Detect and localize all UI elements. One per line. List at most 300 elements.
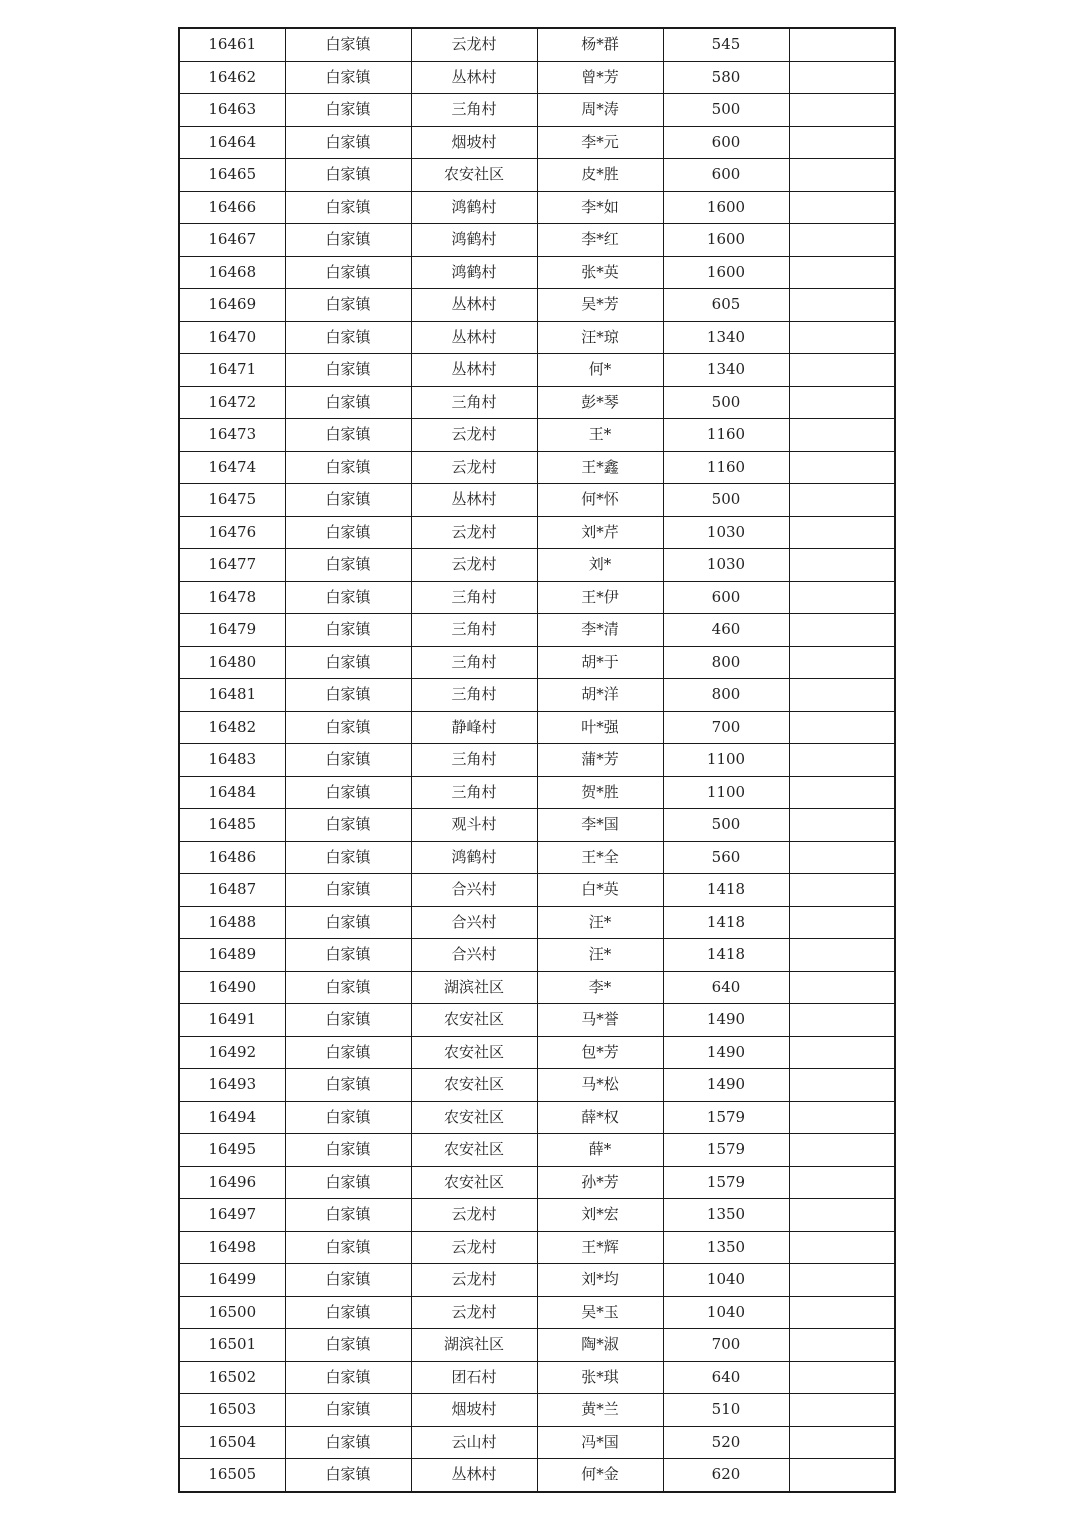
cell-village: 农安社区 — [411, 1069, 537, 1102]
cell-village: 云龙村 — [411, 516, 537, 549]
cell-amount: 800 — [663, 679, 789, 712]
cell-name: 王*鑫 — [537, 451, 663, 484]
cell-name: 冯*国 — [537, 1426, 663, 1459]
roster-table — [178, 27, 896, 1493]
cell-village: 云龙村 — [411, 549, 537, 582]
table-row — [179, 94, 895, 127]
cell-town: 白家镇 — [285, 1426, 411, 1459]
cell-name: 王* — [537, 419, 663, 452]
cell-name: 马*誉 — [537, 1004, 663, 1037]
cell-serial-number: 16502 — [179, 1361, 285, 1394]
table-row — [179, 646, 895, 679]
cell-amount: 460 — [663, 614, 789, 647]
cell-amount: 1030 — [663, 516, 789, 549]
cell-amount: 1100 — [663, 776, 789, 809]
cell-serial-number: 16503 — [179, 1394, 285, 1427]
cell-serial-number: 16475 — [179, 484, 285, 517]
cell-amount: 600 — [663, 126, 789, 159]
cell-amount: 700 — [663, 711, 789, 744]
cell-serial-number: 16498 — [179, 1231, 285, 1264]
cell-amount: 1040 — [663, 1264, 789, 1297]
cell-amount: 1600 — [663, 191, 789, 224]
table-row — [179, 386, 895, 419]
cell-name: 刘*均 — [537, 1264, 663, 1297]
cell-serial-number: 16487 — [179, 874, 285, 907]
cell-town: 白家镇 — [285, 711, 411, 744]
cell-serial-number: 16483 — [179, 744, 285, 777]
cell-serial-number: 16464 — [179, 126, 285, 159]
cell-town: 白家镇 — [285, 971, 411, 1004]
cell-serial-number: 16472 — [179, 386, 285, 419]
cell-serial-number: 16481 — [179, 679, 285, 712]
cell-amount: 1040 — [663, 1296, 789, 1329]
cell-name: 何*金 — [537, 1459, 663, 1492]
cell-village: 三角村 — [411, 94, 537, 127]
cell-name: 李* — [537, 971, 663, 1004]
cell-town: 白家镇 — [285, 321, 411, 354]
cell-village: 观斗村 — [411, 809, 537, 842]
cell-serial-number: 16465 — [179, 159, 285, 192]
cell-serial-number: 16478 — [179, 581, 285, 614]
table-row — [179, 419, 895, 452]
cell-village: 丛林村 — [411, 321, 537, 354]
cell-village: 静峰村 — [411, 711, 537, 744]
cell-village: 云龙村 — [411, 1296, 537, 1329]
cell-name: 李*清 — [537, 614, 663, 647]
cell-note — [789, 191, 895, 224]
cell-amount: 520 — [663, 1426, 789, 1459]
cell-name: 王*辉 — [537, 1231, 663, 1264]
cell-note — [789, 614, 895, 647]
cell-name: 蒲*芳 — [537, 744, 663, 777]
cell-town: 白家镇 — [285, 646, 411, 679]
cell-name: 包*芳 — [537, 1036, 663, 1069]
cell-village: 丛林村 — [411, 354, 537, 387]
cell-village: 团石村 — [411, 1361, 537, 1394]
cell-serial-number: 16491 — [179, 1004, 285, 1037]
cell-name: 贺*胜 — [537, 776, 663, 809]
table-row — [179, 1166, 895, 1199]
table-row — [179, 874, 895, 907]
table-row — [179, 1361, 895, 1394]
cell-amount: 1490 — [663, 1036, 789, 1069]
table-row — [179, 1264, 895, 1297]
cell-town: 白家镇 — [285, 1296, 411, 1329]
cell-amount: 1160 — [663, 419, 789, 452]
cell-amount: 605 — [663, 289, 789, 322]
table-row — [179, 841, 895, 874]
cell-town: 白家镇 — [285, 126, 411, 159]
cell-village: 合兴村 — [411, 874, 537, 907]
cell-town: 白家镇 — [285, 516, 411, 549]
cell-village: 云龙村 — [411, 28, 537, 61]
cell-name: 张*琪 — [537, 1361, 663, 1394]
cell-town: 白家镇 — [285, 451, 411, 484]
table-row — [179, 809, 895, 842]
cell-village: 鸿鹤村 — [411, 191, 537, 224]
table-row — [179, 1459, 895, 1492]
cell-serial-number: 16490 — [179, 971, 285, 1004]
cell-amount: 1600 — [663, 256, 789, 289]
cell-village: 三角村 — [411, 581, 537, 614]
cell-town: 白家镇 — [285, 1134, 411, 1167]
cell-name: 刘* — [537, 549, 663, 582]
cell-serial-number: 16489 — [179, 939, 285, 972]
cell-name: 王*伊 — [537, 581, 663, 614]
cell-serial-number: 16476 — [179, 516, 285, 549]
cell-name: 汪*琼 — [537, 321, 663, 354]
cell-note — [789, 711, 895, 744]
table-row — [179, 1036, 895, 1069]
cell-town: 白家镇 — [285, 614, 411, 647]
cell-town: 白家镇 — [285, 939, 411, 972]
cell-note — [789, 419, 895, 452]
cell-town: 白家镇 — [285, 1036, 411, 1069]
cell-amount: 1418 — [663, 906, 789, 939]
cell-note — [789, 679, 895, 712]
cell-name: 白*英 — [537, 874, 663, 907]
cell-amount: 1579 — [663, 1134, 789, 1167]
table-row — [179, 711, 895, 744]
cell-town: 白家镇 — [285, 744, 411, 777]
cell-town: 白家镇 — [285, 809, 411, 842]
cell-amount: 500 — [663, 484, 789, 517]
table-row — [179, 1329, 895, 1362]
cell-note — [789, 256, 895, 289]
cell-note — [789, 1036, 895, 1069]
cell-amount: 1490 — [663, 1069, 789, 1102]
cell-village: 云龙村 — [411, 1231, 537, 1264]
cell-note — [789, 874, 895, 907]
cell-town: 白家镇 — [285, 1101, 411, 1134]
table-row — [179, 484, 895, 517]
cell-village: 云龙村 — [411, 1199, 537, 1232]
cell-name: 黄*兰 — [537, 1394, 663, 1427]
cell-village: 三角村 — [411, 776, 537, 809]
cell-note — [789, 809, 895, 842]
table-row — [179, 1296, 895, 1329]
cell-amount: 1418 — [663, 939, 789, 972]
cell-name: 刘*宏 — [537, 1199, 663, 1232]
cell-town: 白家镇 — [285, 28, 411, 61]
cell-town: 白家镇 — [285, 906, 411, 939]
cell-village: 合兴村 — [411, 939, 537, 972]
cell-amount: 500 — [663, 386, 789, 419]
cell-note — [789, 289, 895, 322]
cell-serial-number: 16461 — [179, 28, 285, 61]
cell-town: 白家镇 — [285, 419, 411, 452]
cell-note — [789, 1361, 895, 1394]
table-row — [179, 126, 895, 159]
cell-serial-number: 16504 — [179, 1426, 285, 1459]
cell-serial-number: 16479 — [179, 614, 285, 647]
cell-town: 白家镇 — [285, 1231, 411, 1264]
cell-village: 丛林村 — [411, 61, 537, 94]
cell-town: 白家镇 — [285, 1069, 411, 1102]
cell-village: 云山村 — [411, 1426, 537, 1459]
cell-note — [789, 1426, 895, 1459]
table-row — [179, 61, 895, 94]
cell-note — [789, 1199, 895, 1232]
cell-note — [789, 1004, 895, 1037]
cell-amount: 500 — [663, 809, 789, 842]
cell-name: 李*红 — [537, 224, 663, 257]
cell-village: 三角村 — [411, 646, 537, 679]
table-row — [179, 971, 895, 1004]
table-row — [179, 256, 895, 289]
cell-town: 白家镇 — [285, 776, 411, 809]
table-row — [179, 939, 895, 972]
cell-village: 丛林村 — [411, 484, 537, 517]
cell-town: 白家镇 — [285, 549, 411, 582]
cell-name: 李*元 — [537, 126, 663, 159]
cell-town: 白家镇 — [285, 289, 411, 322]
cell-village: 丛林村 — [411, 1459, 537, 1492]
cell-village: 农安社区 — [411, 1036, 537, 1069]
cell-amount: 1579 — [663, 1101, 789, 1134]
cell-note — [789, 1296, 895, 1329]
cell-name: 李*国 — [537, 809, 663, 842]
cell-amount: 500 — [663, 94, 789, 127]
cell-town: 白家镇 — [285, 1361, 411, 1394]
cell-town: 白家镇 — [285, 841, 411, 874]
cell-amount: 1030 — [663, 549, 789, 582]
table-row — [179, 1004, 895, 1037]
table-row — [179, 744, 895, 777]
table-row — [179, 1101, 895, 1134]
cell-village: 合兴村 — [411, 906, 537, 939]
table-row — [179, 354, 895, 387]
cell-town: 白家镇 — [285, 1394, 411, 1427]
cell-town: 白家镇 — [285, 191, 411, 224]
cell-note — [789, 28, 895, 61]
cell-village: 烟坡村 — [411, 1394, 537, 1427]
cell-serial-number: 16467 — [179, 224, 285, 257]
cell-village: 湖滨社区 — [411, 971, 537, 1004]
cell-note — [789, 841, 895, 874]
cell-note — [789, 1459, 895, 1492]
table-row — [179, 1426, 895, 1459]
table-row — [179, 906, 895, 939]
cell-town: 白家镇 — [285, 1264, 411, 1297]
cell-serial-number: 16494 — [179, 1101, 285, 1134]
cell-village: 云龙村 — [411, 419, 537, 452]
cell-serial-number: 16466 — [179, 191, 285, 224]
cell-note — [789, 1166, 895, 1199]
cell-name: 叶*强 — [537, 711, 663, 744]
cell-village: 鸿鹤村 — [411, 256, 537, 289]
cell-amount: 800 — [663, 646, 789, 679]
cell-town: 白家镇 — [285, 256, 411, 289]
table-row — [179, 1199, 895, 1232]
cell-amount: 545 — [663, 28, 789, 61]
table-row — [179, 776, 895, 809]
cell-amount: 560 — [663, 841, 789, 874]
cell-name: 吴*玉 — [537, 1296, 663, 1329]
cell-village: 湖滨社区 — [411, 1329, 537, 1362]
table-row — [179, 1134, 895, 1167]
cell-serial-number: 16470 — [179, 321, 285, 354]
cell-amount: 580 — [663, 61, 789, 94]
cell-village: 丛林村 — [411, 289, 537, 322]
table-row — [179, 1069, 895, 1102]
cell-amount: 600 — [663, 159, 789, 192]
cell-amount: 1160 — [663, 451, 789, 484]
cell-note — [789, 224, 895, 257]
cell-town: 白家镇 — [285, 354, 411, 387]
cell-note — [789, 646, 895, 679]
cell-name: 皮*胜 — [537, 159, 663, 192]
cell-village: 三角村 — [411, 386, 537, 419]
cell-note — [789, 581, 895, 614]
cell-village: 鸿鹤村 — [411, 841, 537, 874]
cell-village: 农安社区 — [411, 1004, 537, 1037]
cell-village: 农安社区 — [411, 159, 537, 192]
cell-serial-number: 16486 — [179, 841, 285, 874]
cell-name: 汪* — [537, 939, 663, 972]
cell-note — [789, 744, 895, 777]
cell-serial-number: 16493 — [179, 1069, 285, 1102]
cell-town: 白家镇 — [285, 1004, 411, 1037]
cell-serial-number: 16482 — [179, 711, 285, 744]
cell-town: 白家镇 — [285, 874, 411, 907]
cell-serial-number: 16474 — [179, 451, 285, 484]
cell-village: 云龙村 — [411, 451, 537, 484]
cell-name: 刘*芹 — [537, 516, 663, 549]
cell-serial-number: 16501 — [179, 1329, 285, 1362]
cell-note — [789, 516, 895, 549]
cell-name: 吴*芳 — [537, 289, 663, 322]
cell-name: 陶*淑 — [537, 1329, 663, 1362]
cell-town: 白家镇 — [285, 1329, 411, 1362]
cell-village: 鸿鹤村 — [411, 224, 537, 257]
cell-note — [789, 1231, 895, 1264]
cell-town: 白家镇 — [285, 386, 411, 419]
cell-town: 白家镇 — [285, 1166, 411, 1199]
cell-serial-number: 16485 — [179, 809, 285, 842]
cell-note — [789, 321, 895, 354]
cell-name: 薛*权 — [537, 1101, 663, 1134]
cell-serial-number: 16496 — [179, 1166, 285, 1199]
cell-name: 马*松 — [537, 1069, 663, 1102]
cell-name: 何* — [537, 354, 663, 387]
table-row — [179, 1394, 895, 1427]
cell-serial-number: 16462 — [179, 61, 285, 94]
cell-note — [789, 159, 895, 192]
cell-note — [789, 1329, 895, 1362]
cell-serial-number: 16484 — [179, 776, 285, 809]
cell-amount: 1100 — [663, 744, 789, 777]
table-row — [179, 581, 895, 614]
cell-serial-number: 16477 — [179, 549, 285, 582]
cell-town: 白家镇 — [285, 159, 411, 192]
cell-town: 白家镇 — [285, 224, 411, 257]
cell-name: 王*全 — [537, 841, 663, 874]
cell-serial-number: 16463 — [179, 94, 285, 127]
cell-town: 白家镇 — [285, 61, 411, 94]
cell-note — [789, 776, 895, 809]
cell-name: 彭*琴 — [537, 386, 663, 419]
cell-note — [789, 971, 895, 1004]
cell-village: 农安社区 — [411, 1166, 537, 1199]
cell-village: 三角村 — [411, 614, 537, 647]
cell-village: 烟坡村 — [411, 126, 537, 159]
cell-amount: 1600 — [663, 224, 789, 257]
table-row — [179, 516, 895, 549]
cell-note — [789, 484, 895, 517]
cell-serial-number: 16497 — [179, 1199, 285, 1232]
cell-serial-number: 16468 — [179, 256, 285, 289]
cell-note — [789, 939, 895, 972]
cell-serial-number: 16492 — [179, 1036, 285, 1069]
cell-note — [789, 549, 895, 582]
cell-note — [789, 451, 895, 484]
cell-amount: 1350 — [663, 1199, 789, 1232]
cell-village: 三角村 — [411, 679, 537, 712]
cell-town: 白家镇 — [285, 1199, 411, 1232]
cell-name: 张*英 — [537, 256, 663, 289]
cell-amount: 620 — [663, 1459, 789, 1492]
cell-name: 曾*芳 — [537, 61, 663, 94]
cell-village: 农安社区 — [411, 1134, 537, 1167]
cell-serial-number: 16469 — [179, 289, 285, 322]
roster-table-body — [179, 28, 895, 1492]
cell-village: 云龙村 — [411, 1264, 537, 1297]
cell-serial-number: 16488 — [179, 906, 285, 939]
cell-name: 薛* — [537, 1134, 663, 1167]
cell-note — [789, 1264, 895, 1297]
cell-amount: 1340 — [663, 354, 789, 387]
cell-note — [789, 1394, 895, 1427]
cell-amount: 640 — [663, 1361, 789, 1394]
table-row — [179, 451, 895, 484]
cell-note — [789, 906, 895, 939]
cell-town: 白家镇 — [285, 679, 411, 712]
cell-name: 胡*洋 — [537, 679, 663, 712]
cell-town: 白家镇 — [285, 581, 411, 614]
cell-serial-number: 16500 — [179, 1296, 285, 1329]
table-row — [179, 28, 895, 61]
table-row — [179, 224, 895, 257]
cell-name: 李*如 — [537, 191, 663, 224]
cell-note — [789, 61, 895, 94]
cell-amount: 640 — [663, 971, 789, 1004]
cell-serial-number: 16473 — [179, 419, 285, 452]
cell-village: 农安社区 — [411, 1101, 537, 1134]
cell-name: 汪* — [537, 906, 663, 939]
cell-amount: 1340 — [663, 321, 789, 354]
cell-note — [789, 386, 895, 419]
table-row — [179, 289, 895, 322]
cell-amount: 700 — [663, 1329, 789, 1362]
cell-note — [789, 94, 895, 127]
cell-name: 胡*于 — [537, 646, 663, 679]
cell-name: 杨*群 — [537, 28, 663, 61]
table-row — [179, 549, 895, 582]
cell-amount: 510 — [663, 1394, 789, 1427]
cell-note — [789, 354, 895, 387]
cell-serial-number: 16471 — [179, 354, 285, 387]
table-row — [179, 159, 895, 192]
cell-serial-number: 16480 — [179, 646, 285, 679]
cell-serial-number: 16499 — [179, 1264, 285, 1297]
cell-village: 三角村 — [411, 744, 537, 777]
table-row — [179, 679, 895, 712]
cell-note — [789, 1134, 895, 1167]
cell-amount: 1490 — [663, 1004, 789, 1037]
cell-town: 白家镇 — [285, 94, 411, 127]
cell-town: 白家镇 — [285, 1459, 411, 1492]
